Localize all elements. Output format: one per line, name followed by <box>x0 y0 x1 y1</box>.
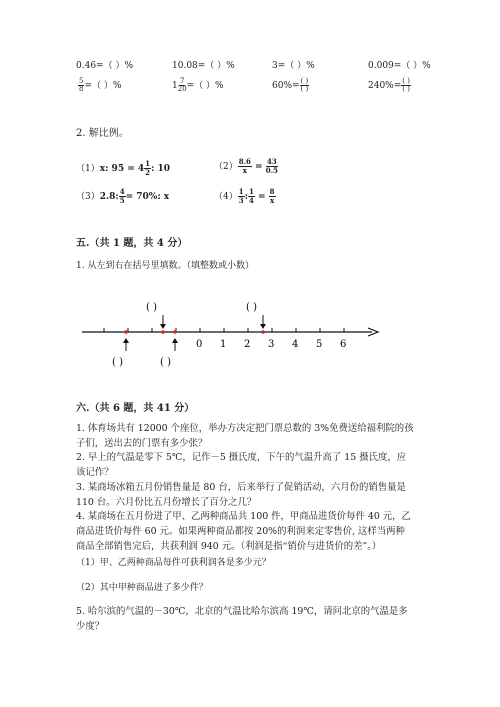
fraction-blank: ( ) ( ) <box>402 77 410 93</box>
tick-label: 6 <box>340 339 347 350</box>
question-3: 3. 某商场冰箱五月份销售量是 80 台，后来举行了促销活动，六月份的销售量是 110 台。六月份比五月份增长了百分之几？ <box>76 482 406 508</box>
percent-item-3: 3=（ ）% <box>272 61 315 71</box>
percent-item-8: 240%= ( ) ( ) <box>368 77 410 93</box>
point-marker <box>261 330 265 334</box>
question-5: 5. 哈尔滨的气温的－30℃，北京的气温比哈尔滨高 19℃，请问北京的气温是多 少度？ <box>76 606 408 632</box>
fraction: $\frac{7}{20}$ <box>177 77 187 93</box>
section-heading: 六.（共 6 题，共 41 分） <box>76 403 195 414</box>
tick-label: 4 <box>292 339 299 350</box>
point-marker <box>161 330 165 334</box>
tick-marks <box>104 328 344 332</box>
sub-question: （2）其中甲种商品进了多少件？ <box>76 583 208 593</box>
percent-item-4: 0.009=（ ）% <box>368 61 431 71</box>
question-2: 2. 早上的气温是零下 5℃，记作－5 摄氏度，下午的气温升高了 15 摄氏度，应 该记作？ <box>76 452 407 478</box>
question-1: 1. 体育场共有 12000 个座位，举办方决定把门票总数的 3%免费送给福利院的孩 子们，送出去的门票有多少张？ <box>76 423 414 449</box>
point-marker <box>173 330 177 334</box>
answer-blank: ( ) <box>112 357 123 368</box>
sub-question: （1）甲、乙两种商品每件可获利润各是多少元？ <box>76 558 271 568</box>
point-marker <box>124 330 128 334</box>
tick-label: 5 <box>316 339 323 350</box>
percent-item-7: 60%= ( ) ( ) <box>272 77 309 93</box>
tick-label: 3 <box>268 339 275 350</box>
tick-label: 0 <box>196 339 203 350</box>
percent-item-2: 10.08=（ ）% <box>172 61 235 71</box>
percent-item-6: 1 $\frac{7}{20}$ =（ ）% <box>172 77 224 93</box>
percent-item-1: 0.46=（ ）% <box>76 61 133 71</box>
fraction: $\frac{5}{8}$ <box>79 77 84 93</box>
answer-blank: ( ) <box>246 302 257 313</box>
question-text: 1. 从左到右在括号里填数。（填整数或小数） <box>76 261 254 271</box>
ratio-problem-3: （3）2.8: $\frac{4}{5}$ = 70%: x <box>76 187 170 205</box>
section-heading: 五.（共 1 题，共 4 分） <box>76 238 188 249</box>
answer-blank: ( ) <box>146 302 157 313</box>
answer-blank: ( ) <box>160 357 171 368</box>
tick-label: 2 <box>244 339 251 350</box>
ratio-problem-1: （1）x: 95 = 4 $\frac{1}{2}$ : 10 <box>76 159 171 177</box>
tick-label: 1 <box>220 339 227 350</box>
fraction-blank: ( ) ( ) <box>300 77 309 93</box>
percent-item-5: $\frac{5}{8}$ =（ ）% <box>79 77 122 93</box>
ratio-problem-2: （2） $\frac{8.6}{x}$ = $\frac{43}{0.5}$ <box>214 157 278 175</box>
arrowhead-icon <box>260 324 266 329</box>
section-title: 2. 解比例。 <box>76 128 129 139</box>
arrowhead-icon <box>160 324 166 329</box>
question-4: 4. 某商场在五月份进了甲、乙两种商品共 100 件，甲商品进货价每件 40 元，乙 商品进货价每件 60 元。如果两种商品都按 20%的利润来定零售价, 这样当两种 商品全部销售完后，共获利润 940 元。（利润是指“销价与进货价的差”。） <box>76 511 411 552</box>
ratio-problem-4: （4） $\frac{1}{3}$ : $\frac{1}{4}$ = $\frac{8}{x}$ <box>214 187 275 205</box>
number-line <box>76 296 386 370</box>
